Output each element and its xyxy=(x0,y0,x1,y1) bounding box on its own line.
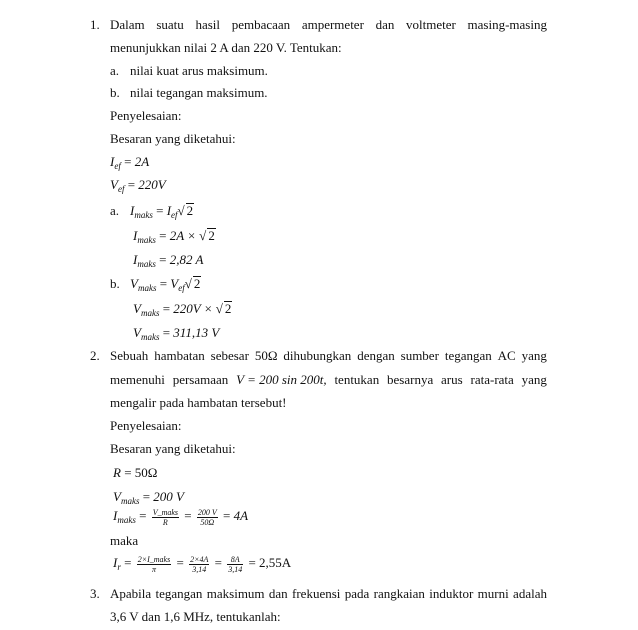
equation-vmaks-substitution: $V_{maks} = 220V$ × √ 2 xyxy=(133,301,232,321)
result: 311,13 V xyxy=(173,325,220,340)
problem-1-statement-line-1 xyxy=(110,17,547,33)
problem-2-statement-line-1 xyxy=(110,348,547,364)
denominator: 3,14 xyxy=(192,564,207,574)
word: rata-rata xyxy=(470,372,514,387)
word: rangkaian xyxy=(373,586,425,601)
word: ampermeter xyxy=(301,17,364,32)
part-b-label: b. xyxy=(110,276,120,291)
subscript: ef xyxy=(114,161,121,171)
var: I xyxy=(166,203,172,218)
word: pada xyxy=(344,586,370,601)
known-label: Besaran yang diketahui: xyxy=(110,441,236,456)
value: 50Ω xyxy=(134,465,158,480)
word: sumber xyxy=(400,348,439,363)
subscript: r xyxy=(117,562,121,572)
var: I xyxy=(113,508,118,523)
word: voltmeter xyxy=(406,17,456,32)
sqrt-symbol xyxy=(216,301,223,316)
numerator: 200 V xyxy=(197,507,217,517)
word: tegangan xyxy=(444,348,492,363)
denominator: R xyxy=(162,517,168,527)
equation-imaks-formula: $I_{maks} = I_{ef}√$ 2 xyxy=(130,203,194,223)
word: tentukan xyxy=(334,372,380,387)
word: murni xyxy=(477,586,509,601)
word: AC xyxy=(497,348,516,363)
word: dihubungkan xyxy=(283,348,352,363)
var: V xyxy=(110,177,118,192)
var: V xyxy=(133,325,141,340)
word: frekuensi xyxy=(292,586,341,601)
expression: 220V × xyxy=(173,301,213,316)
known-label: Besaran yang diketahui: xyxy=(110,131,236,146)
subscript: maks xyxy=(134,210,153,220)
subscript: maks xyxy=(137,283,157,293)
word: memenuhi xyxy=(110,372,165,387)
denominator: π xyxy=(151,564,156,574)
item-label: b. xyxy=(110,85,120,100)
equation-imaks: $I_{maks}$ = $\frac{\text{V\_maks}}{R}$ = $\frac{200 V}{50\Omega}$ = 4A xyxy=(113,507,249,527)
var: I xyxy=(133,228,138,243)
word: masing-masing xyxy=(467,17,547,32)
var: V xyxy=(130,276,138,291)
radicand: 2 xyxy=(208,228,215,243)
word: sebesar xyxy=(210,348,249,363)
denominator: 50Ω xyxy=(200,517,215,527)
word: hambatan xyxy=(154,348,205,363)
var: R xyxy=(113,465,121,480)
equation-ir: $I_r$ = $\frac{\text{2×I\_maks}}{\pi}$ = $\frac{2\times 4A}{3,14}$ = $\frac{8A}{3,14}$ = 2,55A xyxy=(113,554,292,574)
var: V xyxy=(113,489,121,504)
solution-label: Penyelesaian: xyxy=(110,108,182,123)
result: 4A xyxy=(233,508,249,523)
subscript: maks xyxy=(117,515,136,525)
sqrt-symbol xyxy=(178,203,185,218)
radicand: 2 xyxy=(193,276,201,291)
var: V xyxy=(170,276,179,291)
problem-1-statement-line-2: menunjukkan nilai 2 A dan 220 V. Tentukan: xyxy=(110,40,342,55)
subscript: ef xyxy=(178,283,185,293)
subscript: maks xyxy=(140,332,160,342)
word: adalah xyxy=(513,586,547,601)
word: pembacaan xyxy=(231,17,291,32)
denominator: 3,14 xyxy=(228,564,243,574)
fraction xyxy=(152,508,179,527)
equation-r: R = 50Ω xyxy=(113,465,158,480)
value: 200 V xyxy=(153,489,184,504)
equation-vmaks-result: $V_{maks} = 311,13$ V xyxy=(133,325,220,342)
var: I xyxy=(133,252,138,267)
subscript: ef xyxy=(171,210,178,220)
subscript: maks xyxy=(120,496,140,506)
word: besarnya xyxy=(387,372,434,387)
item-text: nilai tegangan maksimum. xyxy=(130,85,268,100)
word: suatu xyxy=(156,17,184,32)
value: 220V xyxy=(138,177,166,192)
problem-3-statement-line-2: 3,6 V dan 1,6 MHz, tentukanlah: xyxy=(110,609,281,624)
radicand: 2 xyxy=(186,203,194,218)
problem-3-statement-line-1 xyxy=(110,586,547,602)
word: maksimum xyxy=(206,586,265,601)
word: 50Ω xyxy=(254,348,278,363)
problem-2-number: 2. xyxy=(90,348,100,363)
word: Sebuah xyxy=(110,348,149,363)
fraction xyxy=(197,508,218,527)
equation-imaks-result: $I_{maks} = 2,82$ A xyxy=(133,252,204,269)
equation-vef: $V_{ef} = 220V$ xyxy=(110,177,166,194)
var: V xyxy=(133,301,141,316)
sqrt-symbol xyxy=(199,228,206,243)
equation-ief: $I_{ef} = 2A$ xyxy=(110,154,150,171)
item-text: nilai kuat arus maksimum. xyxy=(130,63,268,78)
var: I xyxy=(130,203,135,218)
maka-label: maka xyxy=(110,533,139,548)
word: yang xyxy=(521,372,547,387)
subscript: maks xyxy=(137,259,156,269)
var: I xyxy=(110,154,115,169)
numerator: 2×4A xyxy=(190,554,209,564)
equation-vmaks: $V_{maks} = 200$ V xyxy=(113,489,184,506)
word: hasil xyxy=(195,17,221,32)
sqrt-symbol xyxy=(185,276,192,291)
word: induktor xyxy=(429,586,474,601)
numerator: V_maks xyxy=(152,507,179,517)
word: arus xyxy=(441,372,463,387)
item-label: a. xyxy=(110,63,120,78)
fraction xyxy=(227,555,243,574)
value: 2A xyxy=(134,154,150,169)
radicand: 2 xyxy=(224,301,232,316)
problem-1-number: 1. xyxy=(90,17,100,32)
word: dengan xyxy=(357,348,395,363)
expression: 2A × xyxy=(169,228,196,243)
word: yang xyxy=(521,348,547,363)
subscript: maks xyxy=(137,235,156,245)
solution-label: Penyelesaian: xyxy=(110,418,182,433)
equation-imaks-substitution: $I_{maks} = 2A$ × √ 2 xyxy=(133,228,216,248)
var: I xyxy=(113,555,118,570)
subscript: maks xyxy=(140,308,160,318)
fraction xyxy=(137,555,172,574)
problem-2-statement-line-2 xyxy=(110,372,547,388)
word: Dalam xyxy=(110,17,145,32)
result: 2,82 A xyxy=(169,252,204,267)
problem-2-statement-line-3: mengalir pada hambatan tersebut! xyxy=(110,395,287,410)
word: dan xyxy=(375,17,395,32)
equation-vmaks-formula: $V_{maks} = V_{ef}√$ 2 xyxy=(130,276,201,296)
subscript: ef xyxy=(117,184,125,194)
result: 2,55A xyxy=(259,555,292,570)
problem-3-number: 3. xyxy=(90,586,100,601)
fraction xyxy=(189,555,209,574)
word: dan xyxy=(268,586,288,601)
word: Apabila xyxy=(110,586,152,601)
numerator: 2×I_maks xyxy=(137,554,171,564)
word: persamaan xyxy=(172,372,229,387)
inline-equation: V = 200 sin 200t, xyxy=(236,372,327,387)
word: tegangan xyxy=(155,586,203,601)
part-a-label: a. xyxy=(110,203,120,218)
numerator: 8A xyxy=(227,555,243,565)
